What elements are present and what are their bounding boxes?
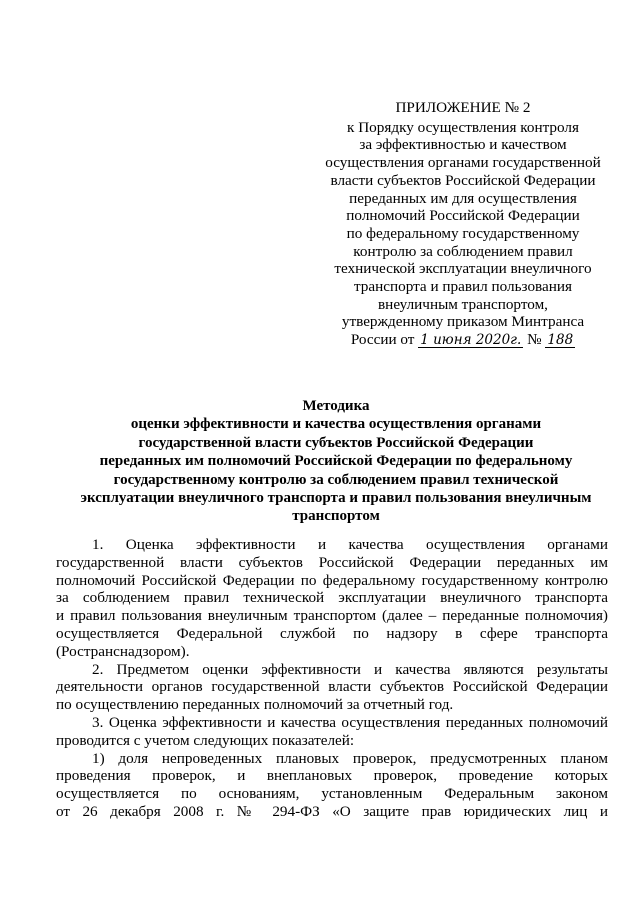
paragraph-3 [56,714,608,750]
appendix-line: за эффективностью и качеством [359,136,567,154]
appendix-line: осуществления органами государственной [325,154,601,172]
appendix-line: полномочий Российской Федерации [346,207,580,225]
text-line: государственной власти субъектов Российской Федерации переданных им [56,553,608,571]
paragraph-1 [56,536,608,661]
text-line: 2. Предметом оценки эффективности и качества являются результаты [92,660,608,678]
text-line: деятельности органов государственной власти субъектов Российской Федерации [56,678,608,696]
title-line: государственному контролю за соблюдением правил технической [113,471,559,488]
appendix-line: транспорта и правил пользования [353,278,573,296]
sign-prefix: России от [350,331,415,349]
appendix-line: технической эксплуатации внеуличного [334,260,592,278]
text-line: 3. Оценка эффективности и качества осуществления переданных полномочий [92,713,608,731]
title-line: эксплуатации внеуличного транспорта и правил пользования внеуличным [80,490,592,507]
appendix-line: переданных им для осуществления [349,189,577,207]
text-line: проведения проверок, и внеплановых проверок, проведение которых [56,767,608,785]
handwritten-date: 1 июня 2020г. [420,332,522,349]
text-line: и правил пользования внеуличным транспортом (далее – переданные полномочия) [56,607,608,625]
text-line: 1. Оценка эффективности и качества осуществления органами [92,536,608,553]
sign-number-label: № [527,331,542,349]
text-line: осуществляется по основаниям, установленным Федеральным законом [56,785,608,803]
handwritten-number: 188 [547,332,574,349]
document-title [56,397,616,526]
title-line: переданных им полномочий Российской Федерации по федеральному [99,453,573,470]
order-signature-line [318,331,608,349]
text-line: за соблюдением правил технической эксплуатации внеуличного транспорта [56,589,608,607]
appendix-line: контролю за соблюдением правил [353,242,573,260]
paragraph-2 [56,661,608,714]
text-line: по осуществлению переданных полномочий за отчетный год. [56,696,454,714]
title-line: Методика [302,398,370,414]
text-line: 1) доля непроведенных плановых проверок, предусмотренных планом [92,749,608,767]
title-line: транспортом [292,508,380,525]
appendix-line: утвержденному приказом Минтранса [341,313,585,331]
document-body [56,536,608,821]
appendix-line: власти субъектов Российской Федерации [330,171,596,189]
text-line: проводится с учетом следующих показателей: [56,731,355,749]
appendix-line: внеуличным транспортом, [378,295,548,313]
title-line: оценки эффективности и качества осуществления органами [130,416,542,433]
paragraph-4 [56,750,608,821]
title-line: государственной власти субъектов Российской Федерации [138,434,534,451]
appendix-line: по федеральному государственному [346,224,580,242]
text-line: полномочий Российской Федерации по федеральному государственному контролю [56,571,608,589]
appendix-line: к Порядку осуществления контроля [347,118,579,136]
text-line: (Ространснадзором). [56,642,190,660]
appendix-heading: ПРИЛОЖЕНИЕ № 2 [395,99,531,116]
text-line: от 26 декабря 2008 г. № 294-ФЗ «О защите прав юридических лиц и [56,802,608,820]
text-line: осуществляется Федеральной службой по надзору в сфере транспорта [56,624,608,642]
appendix-block [318,99,608,349]
